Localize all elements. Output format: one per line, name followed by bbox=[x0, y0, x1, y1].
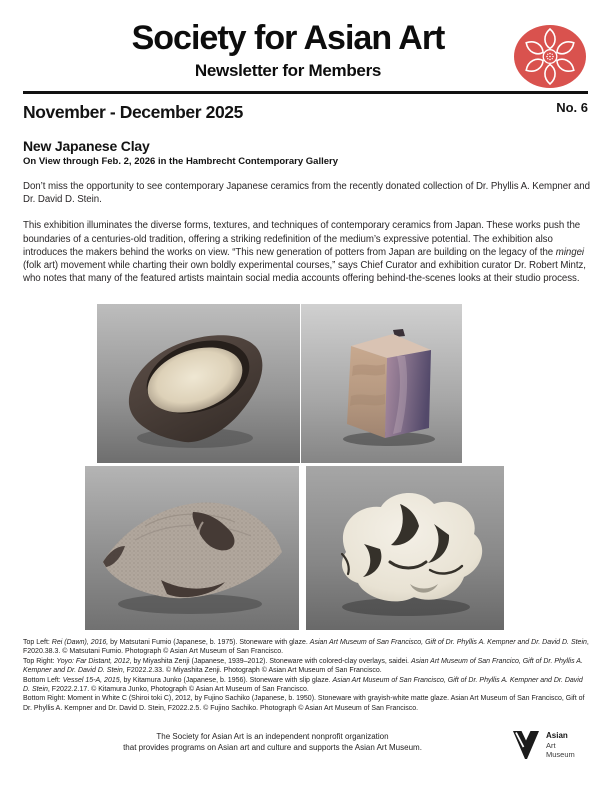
photo-rei-dawn-bowl bbox=[97, 304, 300, 463]
asian-art-museum-logo bbox=[511, 730, 575, 760]
society-flower-logo-icon bbox=[513, 24, 587, 89]
page-title: Society for Asian Art bbox=[131, 19, 445, 57]
article-paragraph-2: This exhibition illuminates the diverse forms, textures, and techniques of contemporary ceramics from Japan. These works push the boundaries of a centuries-old tradition, offering a striking redefinition of the medium’s expressive potential. The exhibition also introduces the makers behind the works on view. “This new generation of potters from Japan are building on the legacy of the mingei (folk art) movement while charting their own boldly experimental courses,” says Chief Curator and exhibition curator Dr. Robert Mintz, who notes that many of the featured artists maintain social media accounts offering behind-the-scenes looks at their studio process. bbox=[23, 220, 586, 285]
issue-date: November - December 2025 bbox=[23, 102, 243, 122]
article-subtitle: On View through Feb. 2, 2026 in the Hambrecht Contemporary Gallery bbox=[23, 156, 338, 167]
caption-top-left: Top Left: Rei (Dawn), 2016, by Matsutani Fumio (Japanese, b. 1975). Stoneware with glaze. Asian Art Museum of San Francisco, Gift of Dr. Phyllis A. Kempner and Dr. David D. Stein, F2020.38.3. © Matsutani Fumio. Photograph © Asian Art Museum of San Francisco. bbox=[23, 639, 589, 656]
newsletter-subtitle: Newsletter for Members bbox=[194, 60, 382, 80]
article bbox=[23, 138, 590, 285]
caption-bottom-right: Bottom Right: Moment in White C (Shiroi toki C), 2012, by Fujino Sachiko (Japanese, b. 1950). Stoneware with grayish-white matte glaze. Asian Art Museum of San Francisco, Gift of Dr. Phyllis A. Kempner and Dr. David D. Stein, F2022.2.5. © Fujino Sachiko. Photograph © Asian Art Museum of San Francisco. bbox=[23, 695, 585, 712]
asian-art-museum-v-icon bbox=[511, 730, 541, 760]
photo-yoyo-far-distant-cube bbox=[301, 304, 462, 463]
footer-line-2: that provides programs on Asian art and culture and supports the Asian Art Museum. bbox=[123, 742, 422, 752]
photo-vessel-15a-lens bbox=[85, 466, 299, 630]
artwork-collage bbox=[0, 304, 612, 634]
asian-art-museum-wordmark: Asian Art Museum bbox=[546, 731, 575, 759]
masthead-divider-rule bbox=[23, 91, 588, 94]
photo-moment-in-white-sculpture bbox=[306, 466, 504, 630]
issue-number: No. 6 bbox=[556, 100, 588, 115]
image-captions bbox=[23, 638, 590, 713]
footer-line-1: The Society for Asian Art is an independent nonprofit organization bbox=[156, 732, 389, 741]
article-paragraph-1: Don’t miss the opportunity to see contemporary Japanese ceramics from the recently donated collection of Dr. Phyllis A. Kempner and Dr. David D. Stein. bbox=[23, 181, 590, 206]
masthead bbox=[0, 21, 576, 81]
issue-row bbox=[23, 100, 588, 123]
caption-bottom-left: Bottom Left: Vessel 15-A, 2015, by Kitamura Junko (Japanese, b. 1956). Stoneware with slip glaze. Asian Art Museum of San Francisco, Gift of Dr. Phyllis A. Kempner and Dr. David D. Stein, F2022.2.17. © Kitamura Junko, Photograph © Asian Art Museum of San Francisco. bbox=[23, 676, 583, 694]
footer-statement bbox=[0, 732, 545, 753]
article-title: New Japanese Clay bbox=[23, 138, 150, 154]
caption-top-right: Top Right: Yoyo: Far Distant, 2012, by Miyashita Zenji (Japanese, 1939–2012). Stoneware with colored-clay overlays, saidei. Asian Art Museum of San Francico, Gift of Dr. Phyllis A. Kempner and Dr. David D. Stein, F2022.2.33. © Miyashita Zenji. Photograph © Asian Art Museum of San Francisco. bbox=[23, 657, 583, 675]
